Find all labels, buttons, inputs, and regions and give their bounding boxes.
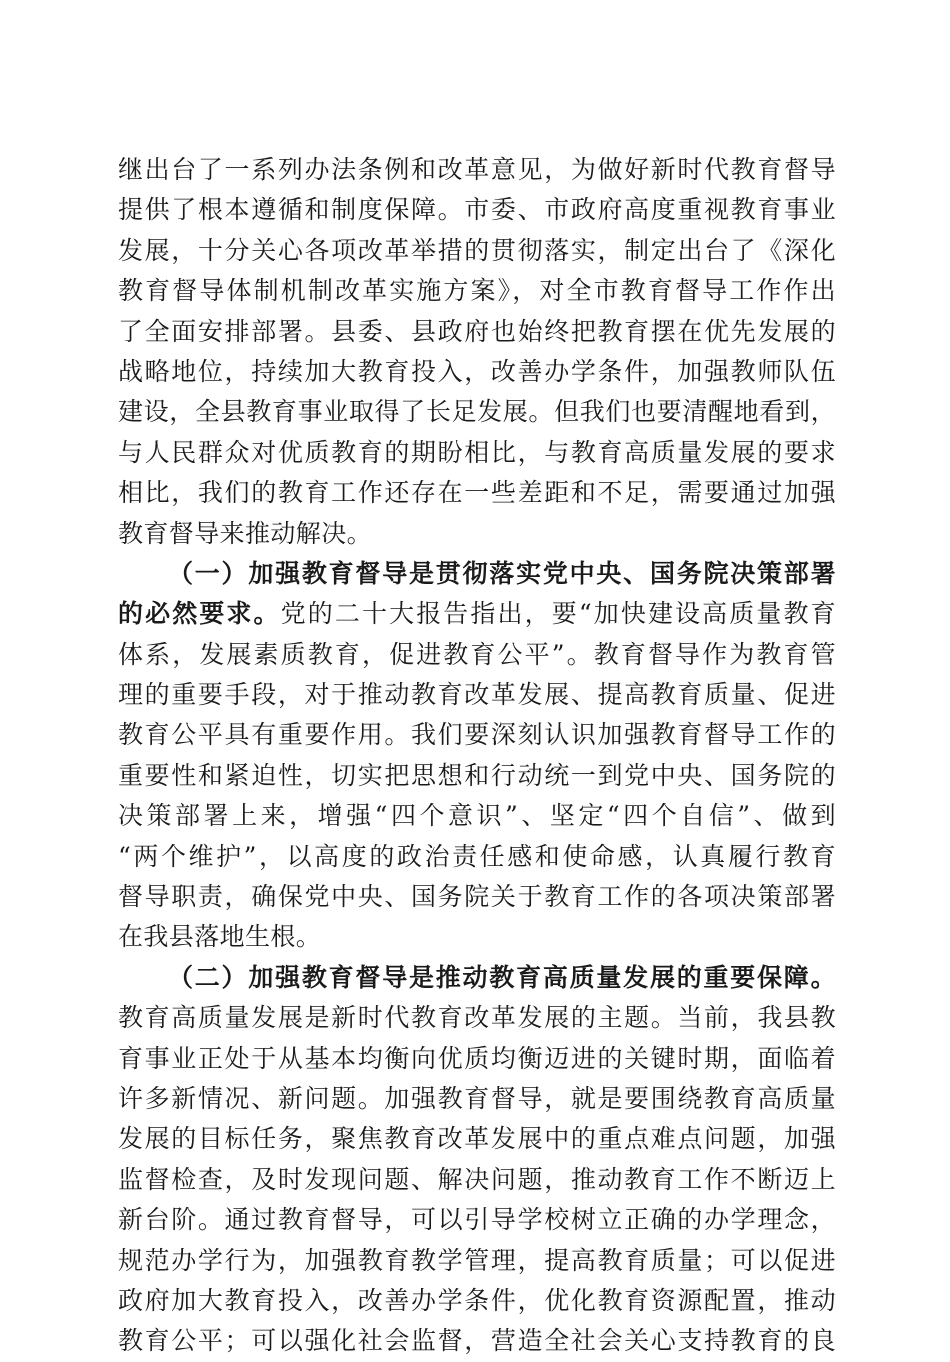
text-line: 督导职责，确保党中央、国务院关于教育工作的各项决策部署 [118,882,836,912]
text-line [118,594,836,634]
text-line: 在我县落地生根。 [118,922,322,952]
text-line: 与人民群众对优质教育的期盼相比，与教育高质量发展的要求 [118,437,836,467]
text-line: 继出台了一系列办法条例和改革意见，为做好新时代教育督导 [118,155,836,184]
text-line: 了全面安排部署。县委、县政府也始终把教育摆在优先发展的 [118,316,836,346]
section-heading: （一）加强教育督导是贯彻落实党中央、国务院决策部署 [168,558,836,588]
section-heading-end: 的必然要求。 [118,599,281,629]
text-line: “两个维护”，以高度的政治责任感和使命感，认真履行教育 [118,841,836,871]
text-line: 教育高质量发展是新时代教育改革发展的主题。当前，我县教 [118,1003,836,1033]
text-line: 建设，全县教育事业取得了长足发展。但我们也要清醒地看到， [118,397,836,427]
text-line: 提供了根本遵循和制度保障。市委、市政府高度重视教育事业 [118,195,836,225]
text-line: 发展，十分关心各项改革举措的贯彻落实，制定出台了《深化 [118,235,836,265]
text-line: 规范办学行为，加强教育教学管理，提高教育质量；可以促进 [118,1245,836,1275]
section-heading: （二）加强教育督导是推动教育高质量发展的重要保障。 [168,962,836,992]
document-body [118,150,836,1362]
text-line: 新台阶。通过教育督导，可以引导学校树立正确的办学理念， [118,1205,836,1235]
text-line: 相比，我们的教育工作还存在一些差距和不足，需要通过加强 [118,478,836,508]
text-line: 教育督导来推动解决。 [118,518,373,548]
paragraph-intro [118,150,836,554]
text-line: 体系，发展素质教育，促进教育公平”。教育督导作为教育管 [118,639,836,669]
text-line-rest: 党的二十大报告指出，要“加快建设高质量教育 [280,599,836,629]
text-line: 教育督导体制机制改革实施方案》，对全市教育督导工作作出 [118,276,836,306]
text-line: 政府加大教育投入，改善办学条件，优化教育资源配置，推动 [118,1285,836,1315]
paragraph-section-one [118,554,836,958]
text-line: 理的重要手段，对于推动教育改革发展、提高教育质量、促进 [118,680,836,710]
text-line: 许多新情况、新问题。加强教育督导，就是要围绕教育高质量 [118,1083,836,1113]
text-line: 育事业正处于从基本均衡向优质均衡迈进的关键时期，面临着 [118,1043,836,1073]
paragraph-section-two [118,958,836,1362]
text-line: 教育公平；可以强化社会监督，营造全社会关心支持教育的良 [118,1326,836,1356]
text-line: 重要性和紧迫性，切实把思想和行动统一到党中央、国务院的 [118,760,836,790]
text-line: 监督检查，及时发现问题、解决问题，推动教育工作不断迈上 [118,1164,836,1194]
text-line: 教育公平具有重要作用。我们要深刻认识加强教育督导工作的 [118,720,836,750]
text-line: 战略地位，持续加大教育投入，改善办学条件，加强教师队伍 [118,356,836,386]
text-line: 决策部署上来，增强“四个意识”、坚定“四个自信”、做到 [118,801,836,831]
text-line: 发展的目标任务，聚焦教育改革发展中的重点难点问题，加强 [118,1124,836,1154]
